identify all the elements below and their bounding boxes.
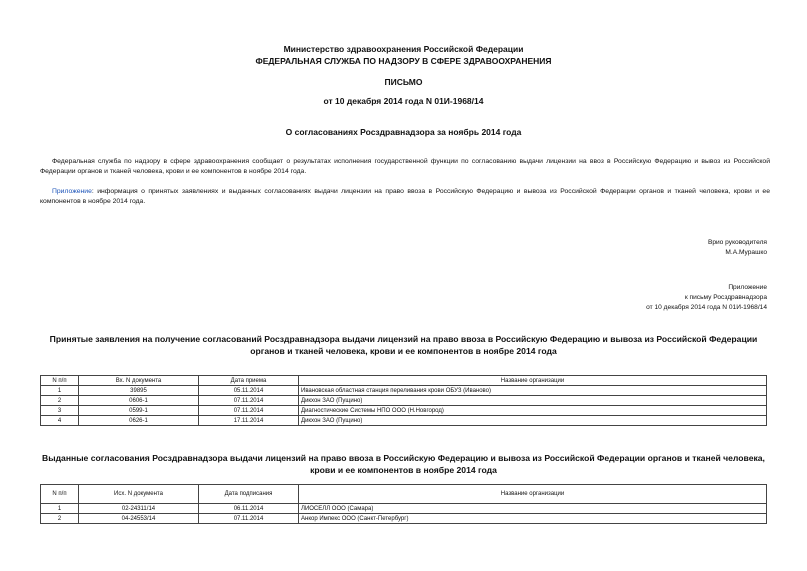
date: 05.11.2014 [199, 386, 299, 396]
doc-number: 39895 [79, 386, 199, 396]
table-row [41, 396, 767, 406]
letter-paragraph [40, 157, 770, 177]
table-row [41, 514, 767, 524]
letter-subject: О согласованиях Росздравнадзора за ноябрь 2014 года [285, 127, 522, 137]
col-organization: Название организации [299, 485, 767, 504]
table-row [41, 406, 767, 416]
organization: Дикхон ЗАО (Пущино) [299, 416, 767, 426]
date: 17.11.2014 [199, 416, 299, 426]
row-number: 1 [41, 386, 79, 396]
appendix-link[interactable]: Приложение [52, 188, 92, 195]
doc-number: 0626-1 [79, 416, 199, 426]
doc-number: 0599-1 [79, 406, 199, 416]
service-name: ФЕДЕРАЛЬНАЯ СЛУЖБА ПО НАДЗОРУ В СФЕРЕ ЗДРАВООХРАНЕНИЯ [255, 56, 552, 66]
date: 07.11.2014 [199, 396, 299, 406]
row-number: 2 [41, 396, 79, 406]
document-date: от 10 декабря 2014 года N 01И-1968/14 [323, 96, 484, 106]
organization: Диагностические Системы НПО ООО (Н.Новгород) [299, 406, 767, 416]
row-number: 4 [41, 416, 79, 426]
appendix-note [646, 283, 767, 313]
organization: Ивановская областная станция переливания крови ОБУЗ (Иваново) [299, 386, 767, 396]
ministry-name: Министерство здравоохранения Российской Федерации [283, 44, 524, 54]
col-number: N п/п [41, 376, 79, 386]
doc-number: 0606-1 [79, 396, 199, 406]
col-number: N п/п [41, 485, 79, 504]
organization: Дикхон ЗАО (Пущино) [299, 396, 767, 406]
table-header-row [41, 376, 767, 386]
date: 07.11.2014 [199, 514, 299, 524]
section1-title: Принятые заявления на получение согласований Росздравнадзора выдачи лицензий на право ввоза в Российскую Федерацию и вывоза из Российской Федерации органов и тканей человека, крови и ее компонентов в ноябре 2014 года [49, 334, 758, 356]
table-row [41, 504, 767, 514]
col-date: Дата приема [199, 376, 299, 386]
table-row [41, 386, 767, 396]
col-doc-number: Вх. N документа [79, 376, 199, 386]
date: 07.11.2014 [199, 406, 299, 416]
signature-name: М.А.Мурашко [725, 249, 767, 256]
table-header-row [41, 485, 767, 504]
col-date: Дата подписания [199, 485, 299, 504]
organization: ЛИОСЕЛЛ ООО (Самара) [299, 504, 767, 514]
issued-approvals-table [40, 484, 767, 524]
col-organization: Название организации [299, 376, 767, 386]
row-number: 2 [41, 514, 79, 524]
organization: Анкор Импекс ООО (Санкт-Петербург) [299, 514, 767, 524]
col-doc-number: Исх. N документа [79, 485, 199, 504]
document-type: ПИСЬМО [384, 77, 423, 87]
row-number: 1 [41, 504, 79, 514]
row-number: 3 [41, 406, 79, 416]
appendix-note-line3: от 10 декабря 2014 года N 01И-1968/14 [646, 304, 767, 311]
doc-number: 04-24553/14 [79, 514, 199, 524]
appendix-note-line2: к письму Росздравнадзора [684, 294, 767, 301]
table-row [41, 416, 767, 426]
paragraph-text: Федеральная служба по надзору в сфере здравоохранения сообщает о результатах исполнения государственной функции по согласованию выдачи лицензии на ввоз в Российскую Федерацию и вывоз из Российской Федерации органов и тканей человека, крови и ее компонентов в ноябре 2014 года. [40, 158, 770, 175]
appendix-paragraph [40, 187, 770, 207]
doc-number: 02-24311/14 [79, 504, 199, 514]
date: 06.11.2014 [199, 504, 299, 514]
section2-title: Выданные согласования Росздравнадзора выдачи лицензий на право ввоза в Российскую Федерацию и вывоза из Российской Федерации органов и тканей человека, крови и ее компонентов в ноябре 2014 года [42, 453, 765, 475]
accepted-applications-table [40, 375, 767, 426]
signature-position: Врио руководителя [707, 239, 767, 246]
appendix-text: : информация о принятых заявлениях и выданных согласованиях выдачи лицензии на право ввоза в Российскую Федерацию и вывоза из Российской Федерации органов и тканей человека, крови и ее компонентов в ноябре 2014 года. [40, 188, 770, 205]
signature-block [708, 238, 767, 258]
appendix-note-line1: Приложение [728, 284, 767, 291]
